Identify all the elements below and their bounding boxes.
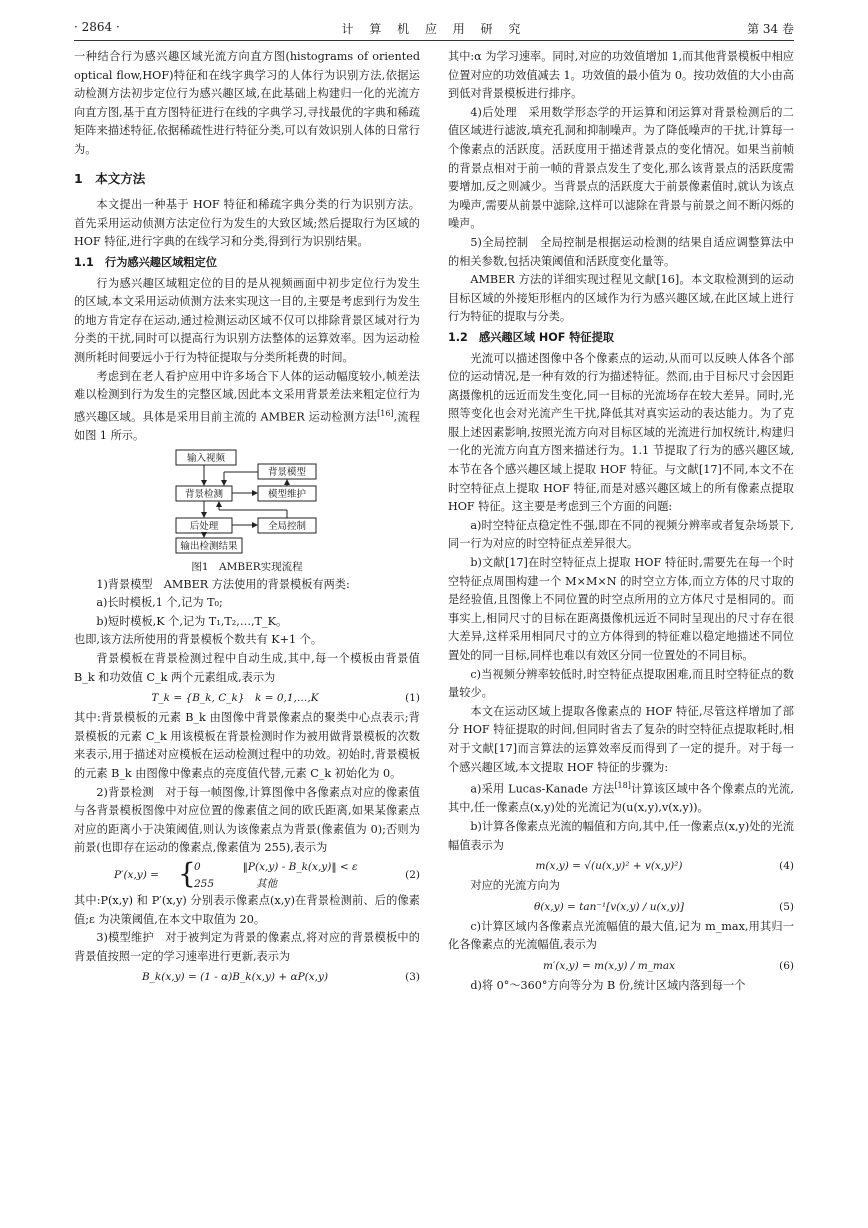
bg-model-item-b: b)短时模板,K 个,记为 T₁,T₂,…,T_K。 — [96, 614, 288, 628]
direction-text: 对应的光流方向为 — [470, 879, 560, 893]
equation-2-brace: { — [178, 856, 196, 890]
section-1-1-paragraph-1: 行为感兴趣区域粗定位的目的是从视频画面中初步定位行为发生的区域,本文采用运动侦测方法来实现这一目的,主要是考虑到行为发生的地方肯定存在运动,通过检测运动区域不仅可以排除背景区域对行为分类的干扰,同时可以提高行为识别方法整体的运算效率。因为运动检测所耗时间要远小于行为特征提取与分类所耗费的时间。 — [74, 276, 420, 364]
hof-item-c: c)当视频分辨率较低时,时空特征点提取困难,而且时空特征点的数量较少。 — [448, 667, 794, 700]
equation-1-body: T_k = {B_k, C_k} k = 0,1,…,K — [151, 692, 319, 705]
equation-6-number: (6) — [779, 960, 794, 973]
equation-6 — [448, 955, 794, 977]
section-1-1-paragraph-2 — [74, 368, 420, 446]
hof-paragraph-2: 本文在运动区域上提取各像素点的 HOF 特征,尽管这样增加了部分 HOF 特征提取的时间,但同时省去了复杂的时空特征点提取耗时,相对于文献[17]而言算法的运算效率反而得到了一定的提升。对于每一个感兴趣区域,本文提取 HOF 特征的步骤为: — [448, 704, 794, 774]
hof-item-b: b)文献[17]在时空特征点上提取 HOF 特征时,需要先在每一个时空特征点周围构建一个 M×M×N 的时空立方体,而立方体的尺寸取的是经验值,且图像上不同位置的时空点所用的立方体尺寸是相同的。而事实上,相同尺寸的目标在距离摄像机远近不同时呈现出的尺寸存在很大差异,这样采用相同尺寸的立方体得到的特征难以稳定地描述不同位置处的同一目标,同样也难以有效区分同一位置处的不同目标。 — [448, 556, 794, 662]
equation-4-body: m(x,y) = √(u(x,y)² + v(x,y)²) — [535, 860, 683, 873]
equation-2-case-2: 255 其他 — [194, 877, 278, 890]
equation-2-lhs: P′(x,y) = — [114, 868, 159, 881]
page-number: · 2864 · — [74, 20, 120, 34]
para-text-end: ,流程如图 1 所示。 — [74, 410, 420, 443]
equation-1-number: (1) — [405, 692, 420, 705]
journal-title: 计 算 机 应 用 研 究 — [341, 22, 527, 36]
eq2-explanation: 其中:P(x,y) 和 P′(x,y) 分别表示像素点(x,y)在背景检测前、后的像素值;ε 为决策阈值,在本文中取值为 20。 — [74, 893, 420, 926]
step-d: d)将 0°～360°方向等分为 B 份,统计区域内落到每一个 — [470, 979, 746, 993]
para-text: 考虑到在老人看护应用中许多场合下人体的运动幅度较小,帧差法难以检测到行为发生的完整区域,因此本文采用背景差法来粗定位行为感兴趣区域。具体是采用目前主流的 AMBER 运动检测方法 — [74, 369, 420, 424]
global-control-paragraph: 5)全局控制 全局控制是根据运动检测的结果自适应调整算法中的相关参数,包括决策阈值和活跃度变化量等。 — [448, 235, 794, 268]
bg-model-total: 也即,该方法所使用的背景模板个数共有 K+1 个。 — [74, 633, 323, 647]
label-background-detection: 背景检测 — [184, 488, 224, 500]
figure-1 — [74, 446, 420, 576]
post-processing-paragraph: 4)后处理 采用数学形态学的开运算和闭运算对背景检测后的二值区域进行滤波,填充孔洞和抑制噪声。为了降低噪声的干扰,计算每一个像素点的活跃度。活跃度用于描述背景点的变化情况。如果当前帧的背景点相对于前一帧的背景点发生了变化,那么该背景点的活跃度需要增加,反之则减少。当背景点的活跃度大于前景像素值时,就认为该点为噪声,需要从前景中滤除,这样可以滤除在背景与前景之间不断闪烁的噪声。 — [448, 105, 794, 231]
step-b: b)计算各像素点光流的幅值和方向,其中,任一像素点(x,y)处的光流幅值表示为 — [448, 820, 794, 852]
intro-paragraph: 一种结合行为感兴趣区域光流方向直方图(histograms of oriented optical flow,HOF)特征和在线字典学习的人体行为识别方法,依据运动检测方法初步定位行为感兴趣区域,在此基础上构建归一化的光流方向直方图,基于直方图特征进行在线的字典学习,寻找最优的字典和稀疏矩阵来描述特征,依据稀疏性进行特征分类,可以有效识别人体的日常行为。 — [74, 50, 420, 156]
left-column — [74, 48, 420, 988]
bg-model-paragraph-2: 其中:背景模板的元素 B_k 由图像中背景像素点的聚类中心点表示;背景模板的元素 C_k 用该模板在背景检测时作为被用做背景模板的次数来表示,用于描述对应模板在运动检测过程中的功效。初始时,背景模板的元素 B_k 由图像中像素点的亮度值代替,元素 C_k 初始化为 0。 — [74, 711, 420, 780]
equation-3-body: B_k(x,y) = (1 - α)B_k(x,y) + αP(x,y) — [141, 971, 329, 984]
amber-paragraph: AMBER 方法的详细实现过程见文献[16]。本文取检测到的运动目标区域的外接矩形框内的区域作为行为感兴趣区域,在此区域上进行行为特征的提取与分类。 — [448, 273, 794, 324]
equation-1 — [74, 687, 420, 709]
equation-2-number: (2) — [405, 868, 420, 881]
figure-caption: 图1 AMBER实现流程 — [191, 560, 303, 573]
volume-label: 第 34 卷 — [747, 22, 794, 36]
section-1-2-heading: 1.2 感兴趣区域 HOF 特征提取 — [448, 330, 614, 344]
right-paragraph-1: 其中:α 为学习速率。同时,对应的功效值增加 1,而其他背景模板中相应位置对应的功效值减去 1。功效值的最小值为 0。按功效值的大小由高到低对背景模板进行排序。 — [448, 50, 794, 101]
step-a-pre: a)采用 Lucas-Kanade 方法 — [470, 782, 615, 796]
equation-6-body: m′(x,y) = m(x,y) / m_max — [542, 960, 676, 973]
hof-item-a: a)时空特征点稳定性不强,即在不同的视频分辨率或者复杂场景下,同一行为对应的时空特征点差异很大。 — [448, 518, 794, 551]
label-input-video: 输入视频 — [186, 452, 226, 464]
label-background-model: 背景模型 — [267, 466, 307, 478]
equation-5-number: (5) — [779, 900, 794, 913]
equation-4-number: (4) — [779, 860, 794, 873]
equation-4 — [448, 855, 794, 877]
section-1-paragraph: 本文提出一种基于 HOF 特征和稀疏字典分类的行为识别方法。首先采用运动侦测方法定位行为发生的大致区域;然后提取行为区域的 HOF 特征,进行字典的在线学习和分类,得到行为识别结果。 — [74, 198, 420, 249]
equation-2 — [74, 858, 420, 892]
equation-5-body: θ(x,y) = tan⁻¹[v(x,y) / u(x,y)] — [533, 900, 685, 913]
hof-paragraph-1: 光流可以描述图像中各个像素点的运动,从而可以反映人体各个部位的运动情况,是一种有效的行为描述特征。然而,由于目标尺寸会因距离摄像机的远近而发生变化,同一目标的光流场存在较大差异。同时,光照等变化也会对光流产生干扰,降低其对真实运动的表达能力。为了克服上述因素影响,按照光流方向对目标区域的光流进行加权统计,构建归一化的光流方向直方图来描述行为。1.1 节提取了行为的感兴趣区域,本节在各个感兴趣区域上提取 HOF 特征。与文献[17]不同,本文不在时空特征点上提取 HOF 特征,而是对感兴趣区域上的所有像素点提取 HOF 特征。这主要是考虑到三个方面的问题: — [448, 351, 794, 514]
bg-detect-paragraph: 2)背景检测 对于每一帧图像,计算图像中各像素点对应的像素值与各背景模板图像中对应位置的像素值之间的欧氏距离,如果某像素点对应的距离小于决策阈值,则认为该像素点为背景(像素值为 0);否则为前景(也即存在运动的像素点,像素值为 255),表示为 — [74, 785, 420, 855]
bg-model-paragraph: 背景模板在背景检测过程中自动生成,其中,每一个模板由背景值 B_k 和功效值 C_k 两个元素组成,表示为 — [74, 651, 420, 684]
equation-2-case-1: 0 ‖P(x,y) - B_k(x,y)‖ < ε — [194, 860, 358, 873]
section-1-1-heading: 1.1 行为感兴趣区域粗定位 — [74, 255, 217, 269]
model-maint-paragraph: 3)模型维护 对于被判定为背景的像素点,将对应的背景模板中的背景值按照一定的学习速率进行更新,表示为 — [74, 931, 420, 963]
bg-model-title: 1)背景模型 AMBER 方法使用的背景模板有两类: — [96, 577, 350, 591]
equation-3 — [74, 966, 420, 988]
equation-5 — [448, 896, 794, 918]
step-a — [448, 777, 794, 818]
bg-model-item-a: a)长时模板,1 个,记为 T₀; — [96, 596, 223, 610]
label-global-control: 全局控制 — [267, 520, 307, 532]
label-output-result: 输出检测结果 — [180, 540, 238, 552]
page-header — [74, 18, 794, 41]
citation-ref: [16] — [377, 408, 394, 418]
citation-ref: [18] — [614, 781, 631, 791]
step-c: c)计算区域内各像素点光流幅值的最大值,记为 m_max,用其归一化各像素点的光流幅值,表示为 — [448, 919, 794, 952]
step-a-post: 计算该区域中各个像素点的光流,其中,任一像素点(x,y)处的光流记为(u(x,y),v(x,y))。 — [448, 782, 794, 815]
right-column — [448, 48, 794, 996]
section-1-heading: 1 本文方法 — [74, 170, 146, 186]
flowchart — [74, 446, 420, 558]
equation-3-number: (3) — [405, 971, 420, 984]
label-post-processing: 后处理 — [189, 520, 219, 532]
label-model-maintenance: 模型维护 — [267, 488, 307, 500]
